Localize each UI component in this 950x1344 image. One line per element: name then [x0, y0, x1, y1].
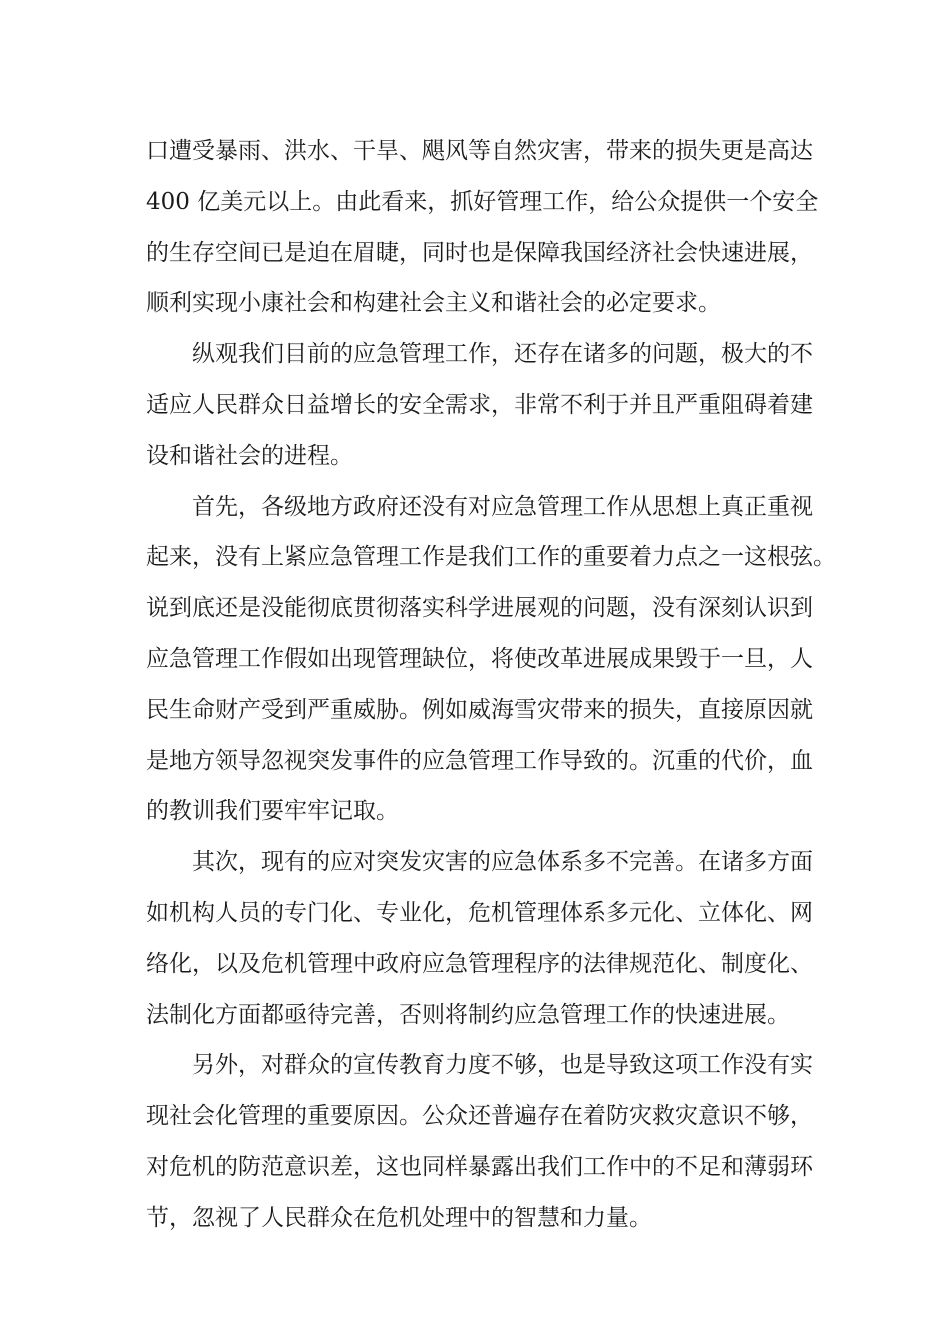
text-line: 起来，没有上紧应急管理工作是我们工作的重要着力点之一这根弦。 — [146, 544, 836, 571]
text-line: 节，忽视了人民群众在危机处理中的智慧和力量。 — [146, 1204, 652, 1231]
text-line: 对危机的防范意识差，这也同样暴露出我们工作中的不足和薄弱环 — [146, 1153, 813, 1180]
text-line: 首先，各级地方政府还没有对应急管理工作从思想上真正重视 — [192, 493, 813, 520]
text-line: 适应人民群众日益增长的安全需求，非常不利于并且严重阻碍着建 — [146, 391, 813, 418]
text-line: 400 亿美元以上。由此看来，抓好管理工作，给公众提供一个安全 — [146, 188, 819, 215]
text-line: 说到底还是没能彻底贯彻落实科学进展观的问题，没有深刻认识到 — [146, 595, 813, 622]
text-line: 络化，以及危机管理中政府应急管理程序的法律规范化、制度化、 — [146, 950, 813, 977]
text-line: 民生命财产受到严重威胁。例如威海雪灾带来的损失，直接原因就 — [146, 696, 813, 723]
paragraph-2 — [146, 329, 813, 481]
text-line: 应急管理工作假如出现管理缺位，将使改革进展成果毁于一旦，人 — [146, 645, 813, 672]
text-line: 设和谐社会的进程。 — [146, 442, 353, 469]
paragraph-1 — [146, 126, 819, 329]
text-line: 的教训我们要牢牢记取。 — [146, 798, 399, 825]
body-text — [146, 126, 836, 1244]
text-line: 的生存空间已是迫在眉睫，同时也是保障我国经济社会快速进展， — [146, 239, 813, 266]
text-line: 顺利实现小康社会和构建社会主义和谐社会的必定要求。 — [146, 290, 721, 317]
text-line: 纵观我们目前的应急管理工作，还存在诸多的问题，极大的不 — [192, 341, 813, 368]
text-line: 其次，现有的应对突发灾害的应急体系多不完善。在诸多方面 — [192, 849, 813, 876]
text-line: 口遭受暴雨、洪水、干旱、飓风等自然灾害，带来的损失更是高达 — [146, 138, 813, 164]
text-line: 法制化方面都亟待完善，否则将制约应急管理工作的快速进展。 — [146, 1001, 790, 1028]
paragraph-4 — [146, 837, 813, 1040]
paragraph-3 — [146, 482, 836, 838]
text-line: 是地方领导忽视突发事件的应急管理工作导致的。沉重的代价，血 — [146, 747, 813, 774]
text-line: 如机构人员的专门化、专业化，危机管理体系多元化、立体化、网 — [146, 899, 813, 926]
paragraph-5 — [146, 1040, 813, 1243]
text-line: 现社会化管理的重要原因。公众还普遍存在着防灾救灾意识不够， — [146, 1103, 813, 1130]
text-line: 另外，对群众的宣传教育力度不够，也是导致这项工作没有实 — [192, 1052, 813, 1079]
